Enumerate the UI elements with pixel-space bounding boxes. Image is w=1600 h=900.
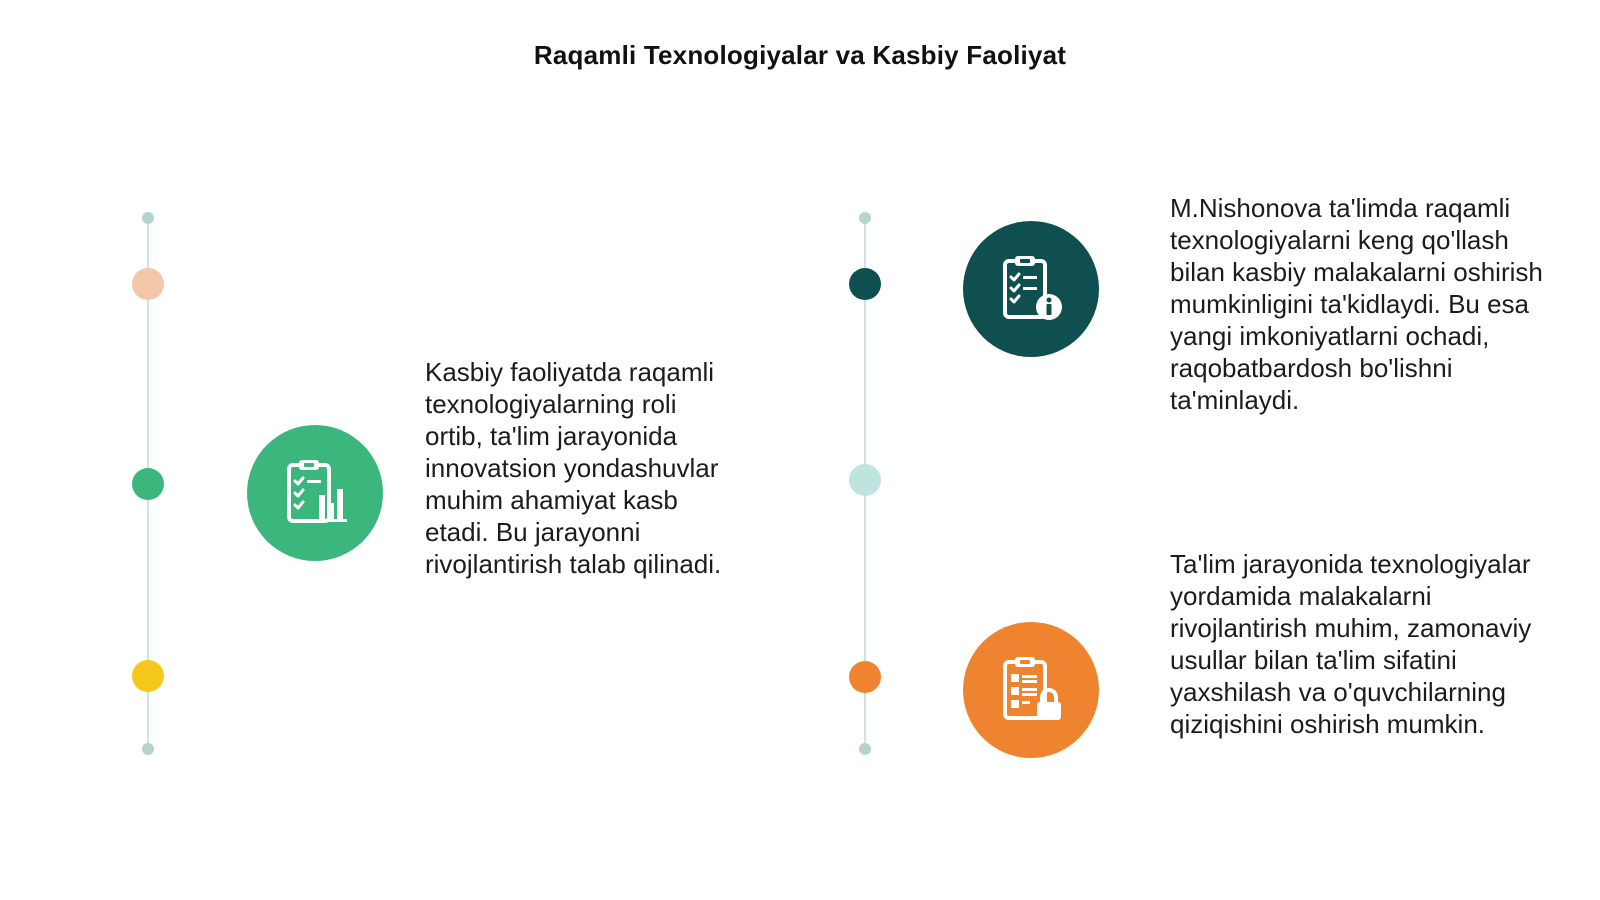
- item-3-text: Ta'lim jarayonida texnologiyalar yordamida malakalarni rivojlantirish muhim, zamonaviy usullar bilan ta'lim sifatini yaxshilash va o'quvchilarning qiziqishini oshirish mumkin.: [1170, 549, 1532, 739]
- clipboard-lock-icon: [995, 654, 1067, 726]
- timeline-dot-light-teal: [849, 464, 881, 496]
- timeline-left: [128, 210, 168, 770]
- timeline-dot-peach: [132, 268, 164, 300]
- item-2-icon-circle: [963, 221, 1099, 357]
- timeline-end-dot: [859, 743, 871, 755]
- timeline-dot-yellow: [132, 660, 164, 692]
- item-2-text: M.Nishonova ta'limda raqamli texnologiyalarni keng qo'llash bilan kasbiy malakalarni oshirish mumkinligini ta'kidlaydi. Bu esa yangi imkoniyatlarni ochadi, raqobatbardosh bo'lishni ta'minlaydi.: [1170, 193, 1543, 415]
- clipboard-chart-icon: [279, 457, 351, 529]
- timeline-dot-dark-teal: [849, 268, 881, 300]
- item-3-icon-circle: [963, 622, 1099, 758]
- page-title: Raqamli Texnologiyalar va Kasbiy Faoliyat: [533, 40, 1067, 70]
- timeline-start-dot: [142, 212, 154, 224]
- timeline-start-dot: [859, 212, 871, 224]
- timeline-right: [845, 210, 885, 770]
- timeline-dot-orange: [849, 661, 881, 693]
- clipboard-info-icon: [995, 253, 1067, 325]
- item-1-icon-circle: [247, 425, 383, 561]
- timeline-dot-green: [132, 468, 164, 500]
- item-1-text: Kasbiy faoliyatda raqamli texnologiyalarning roli ortib, ta'lim jarayonida innovatsion yondashuvlar muhim ahamiyat kasb etadi. Bu jarayonni rivojlantirish talab qilinadi.: [425, 357, 722, 579]
- timeline-end-dot: [142, 743, 154, 755]
